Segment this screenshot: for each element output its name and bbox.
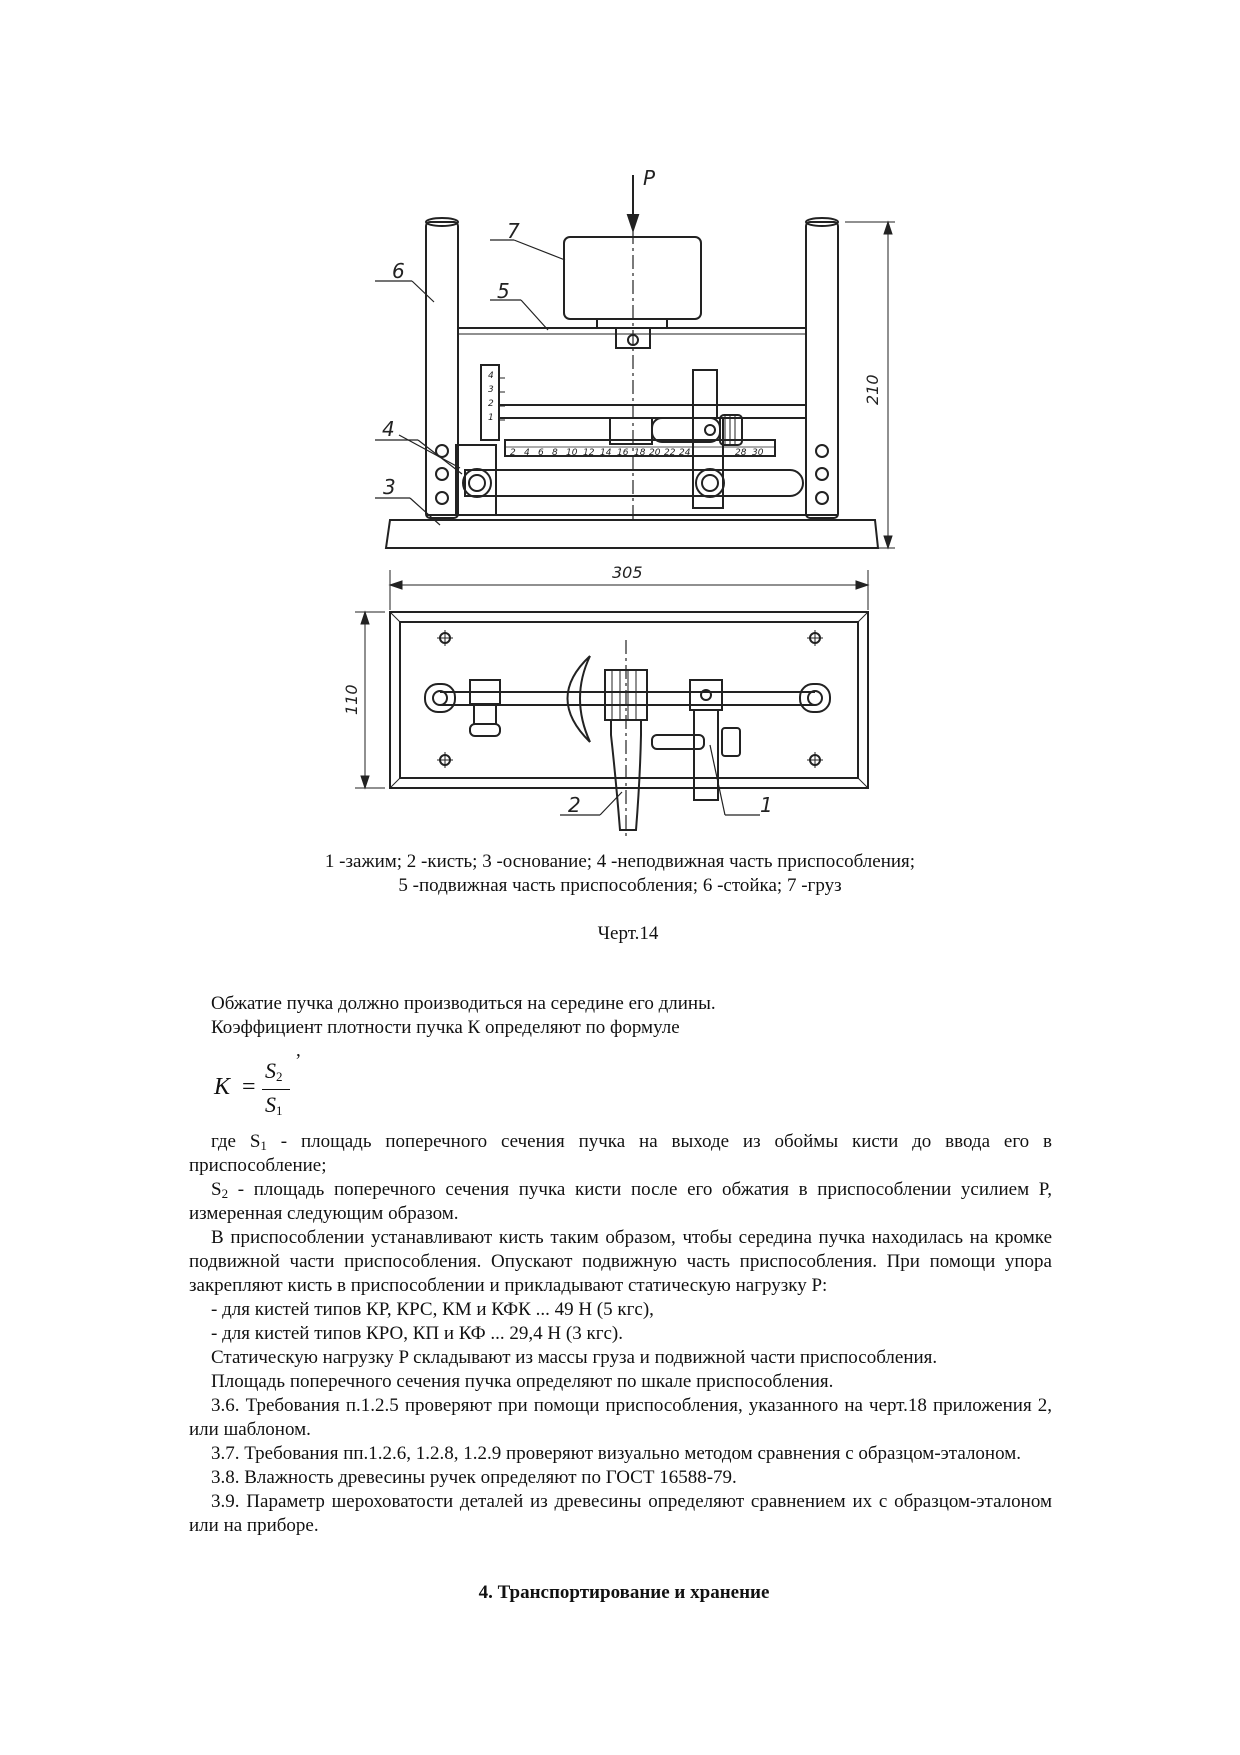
- s1-prefix: где S: [211, 1131, 261, 1152]
- s1-text: - площадь поперечного сечения пучка на выходе из обоймы кисти до ввода его в приспособление;: [189, 1131, 1052, 1176]
- paragraph: 3.9. Параметр шероховатости деталей из древесины определяют сравнением их с образцом-эталоном или на приборе.: [189, 1491, 1052, 1536]
- paragraph: Обжатие пучка должно производиться на середине его длины.: [211, 993, 716, 1014]
- paragraph: 3.6. Требования п.1.2.5 проверяют при помощи приспособления, указанного на черт.18 приложения 2, или шаблоном.: [189, 1395, 1052, 1440]
- technical-drawing: [0, 0, 1240, 860]
- formula-eq: =: [242, 1074, 256, 1100]
- s2-text: - площадь поперечного сечения пучка кисти после его обжатия в приспособлении усилием P, измеренная следующим образом.: [189, 1179, 1052, 1224]
- figure-number: Черт.14: [597, 923, 659, 944]
- hscale-tick: 14: [600, 448, 612, 458]
- hscale-tick: 2: [510, 448, 516, 458]
- vertical-scale-ticks: [488, 371, 494, 423]
- formula-numerator: [265, 1058, 283, 1084]
- formula-lhs: K: [214, 1074, 231, 1100]
- hscale-tick: 28: [735, 448, 747, 458]
- label-6: 6: [392, 259, 405, 283]
- numerator-subscript: 2: [276, 1069, 283, 1084]
- dimension-110: 110: [342, 684, 361, 715]
- paragraph: - для кистей типов КРО, КП и КФ ... 29,4 Н (3 кгс).: [211, 1323, 623, 1344]
- paragraph: Статическую нагрузку P складывают из массы груза и подвижной части приспособления.: [211, 1347, 938, 1368]
- formula-comma: ,: [296, 1040, 301, 1061]
- legend-line-2: 5 -подвижная часть приспособления; 6 -стойка; 7 -груз: [398, 875, 842, 896]
- paragraph-s1: [189, 1130, 1052, 1178]
- label-4: 4: [382, 417, 395, 441]
- formula: [214, 1058, 334, 1122]
- label-5: 5: [497, 279, 510, 303]
- s2-subscript: 2: [221, 1186, 229, 1201]
- dimension-305: 305: [612, 563, 643, 582]
- hscale-tick: 24: [679, 448, 691, 458]
- s1-subscript: 1: [260, 1138, 267, 1153]
- numerator-symbol: S: [265, 1058, 276, 1083]
- dimension-210: 210: [863, 374, 882, 405]
- vscale-tick: 2: [488, 399, 494, 409]
- paragraph-s2: [189, 1178, 1052, 1226]
- figure-legend: [0, 850, 1240, 898]
- legend-line-1: 1 -зажим; 2 -кисть; 3 -основание; 4 -неподвижная часть приспособления;: [324, 851, 916, 872]
- paragraph: Площадь поперечного сечения пучка определяют по шкале приспособления.: [211, 1371, 834, 1392]
- paragraph: В приспособлении устанавливают кисть таким образом, чтобы середина пучка находилась на кромке подвижной части приспособления. Опускают подвижную часть приспособления. При помощи упора закрепляют кисть в приспособлении и прикладывают статическую нагрузку P:: [189, 1227, 1052, 1296]
- vscale-tick: 4: [488, 371, 494, 381]
- vscale-tick: 1: [488, 413, 494, 423]
- paragraph: Коэффициент плотности пучка К определяют по формуле: [211, 1017, 680, 1038]
- hscale-tick: 16: [617, 448, 629, 458]
- hscale-tick: 18: [634, 448, 646, 458]
- hscale-tick: 6: [538, 448, 544, 458]
- hscale-tick: 10: [566, 448, 578, 458]
- label-3: 3: [383, 475, 396, 499]
- hscale-tick: 12: [583, 448, 595, 458]
- denominator-symbol: S: [265, 1092, 276, 1117]
- paragraph: 3.7. Требования пп.1.2.6, 1.2.8, 1.2.9 проверяют визуально методом сравнения с образцом-эталоном.: [211, 1443, 1022, 1464]
- fraction-bar: [262, 1089, 290, 1090]
- formula-denominator: [265, 1092, 283, 1118]
- label-2: 2: [568, 793, 581, 817]
- intro-text: [189, 992, 1052, 1040]
- hscale-tick: 22: [664, 448, 676, 458]
- force-label: P: [643, 166, 656, 190]
- section-heading: 4. Транспортирование и хранение: [478, 1582, 770, 1603]
- hscale-tick: 8: [552, 448, 558, 458]
- label-7: 7: [507, 219, 520, 243]
- s2-prefix: S: [211, 1179, 222, 1200]
- hscale-tick: 20: [649, 448, 661, 458]
- body-text: [189, 1130, 1052, 1538]
- paragraph: 3.8. Влажность древесины ручек определяют по ГОСТ 16588-79.: [211, 1467, 737, 1488]
- vscale-tick: 3: [488, 385, 494, 395]
- hscale-tick: 4: [524, 448, 530, 458]
- paragraph: - для кистей типов КР, КРС, КМ и КФК ... 49 Н (5 кгс),: [211, 1299, 654, 1320]
- label-1: 1: [760, 793, 773, 817]
- denominator-subscript: 1: [276, 1103, 283, 1118]
- hscale-tick: 30: [752, 448, 764, 458]
